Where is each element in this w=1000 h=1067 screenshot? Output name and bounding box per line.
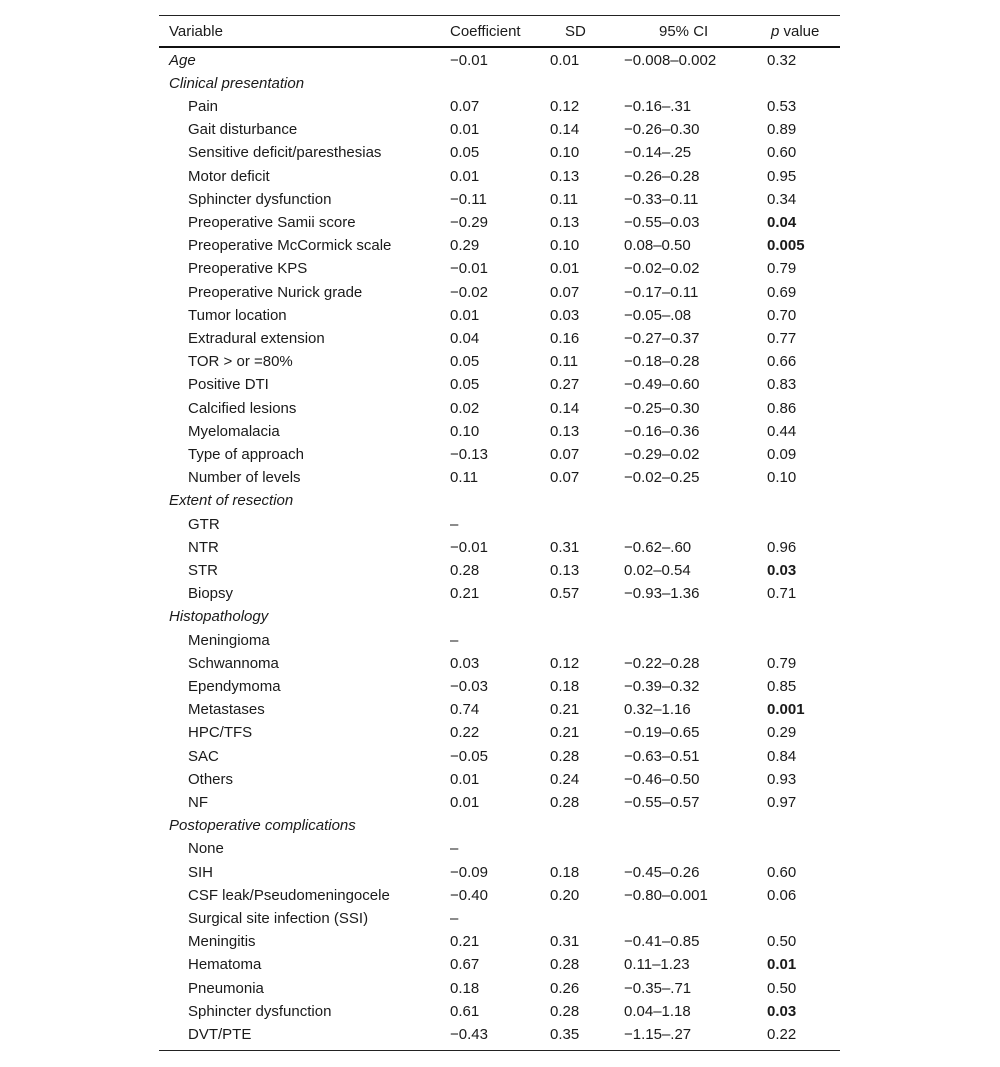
- header-p-italic: p: [771, 23, 780, 40]
- table-row: [159, 652, 840, 675]
- table-row: [159, 165, 840, 188]
- variable-label: Pneumonia: [188, 979, 264, 997]
- p-value-cell: 0.71: [767, 585, 797, 603]
- sd-cell: 0.57: [550, 585, 580, 603]
- sd-cell: 0.13: [550, 561, 580, 579]
- variable-label: Preoperative Samii score: [188, 213, 356, 231]
- ci-cell: −0.05–.08: [624, 306, 692, 324]
- p-value-cell: 0.50: [767, 979, 797, 997]
- ci-cell: −0.17–0.11: [624, 283, 699, 301]
- variable-label: CSF leak/Pseudomeningocele: [188, 886, 390, 904]
- sd-cell: 0.31: [550, 538, 580, 556]
- sd-cell: 0.07: [550, 469, 580, 487]
- section-label: Extent of resection: [169, 492, 294, 510]
- variable-label: SAC: [188, 747, 219, 765]
- coefficient-cell: 0.01: [450, 306, 480, 324]
- variable-label: Preoperative Nurick grade: [188, 283, 363, 301]
- variable-label: NTR: [188, 538, 219, 556]
- section-row: [159, 489, 840, 512]
- coefficient-cell: −0.01: [450, 260, 488, 278]
- variable-label: HPC/TFS: [188, 724, 253, 742]
- sd-cell: 0.13: [550, 422, 580, 440]
- coefficient-cell: −0.29: [450, 213, 488, 231]
- table-row: [159, 188, 840, 211]
- coefficient-cell: 0.21: [450, 933, 480, 951]
- coefficient-cell: –: [450, 631, 459, 649]
- coefficient-cell: 0.67: [450, 956, 480, 974]
- variable-label: DVT/PTE: [188, 1025, 252, 1043]
- variable-label: GTR: [188, 515, 220, 533]
- table-row: [159, 397, 840, 420]
- sd-cell: 0.21: [550, 701, 580, 719]
- ci-cell: −0.55–0.57: [624, 793, 700, 811]
- sd-cell: 0.07: [550, 283, 580, 301]
- variable-label: Surgical site infection (SSI): [188, 909, 369, 927]
- ci-cell: −0.29–0.02: [624, 445, 700, 463]
- section-row: [159, 605, 840, 628]
- table-row: [159, 953, 840, 976]
- table-row: [159, 327, 840, 350]
- table-row: [159, 930, 840, 953]
- coefficient-cell: −0.40: [450, 886, 488, 904]
- p-value-cell: 0.29: [767, 724, 797, 742]
- p-value-cell: 0.001: [767, 701, 805, 719]
- coefficient-cell: 0.01: [450, 167, 480, 185]
- table-row: [159, 1023, 840, 1046]
- p-value-cell: 0.005: [767, 237, 805, 255]
- p-value-cell: 0.09: [767, 445, 797, 463]
- sd-cell: 0.13: [550, 213, 580, 231]
- table-row: [159, 768, 840, 791]
- table-row: [159, 907, 840, 930]
- p-value-cell: 0.03: [767, 561, 797, 579]
- sd-cell: 0.12: [550, 97, 580, 115]
- sd-cell: 0.27: [550, 376, 580, 394]
- ci-cell: −0.26–0.30: [624, 121, 700, 139]
- coefficient-cell: 0.21: [450, 585, 480, 603]
- sd-cell: 0.26: [550, 979, 580, 997]
- table-row: [159, 257, 840, 280]
- coefficient-cell: −0.01: [450, 51, 488, 69]
- ci-cell: 0.04–1.18: [624, 1002, 691, 1020]
- section-row: [159, 814, 840, 837]
- table-row: [159, 95, 840, 118]
- p-value-cell: 0.89: [767, 121, 797, 139]
- table-row: [159, 1000, 840, 1023]
- table-row: [159, 118, 840, 141]
- p-value-cell: 0.03: [767, 1002, 797, 1020]
- sd-cell: 0.28: [550, 747, 580, 765]
- p-value-cell: 0.85: [767, 677, 797, 695]
- coefficient-cell: 0.05: [450, 353, 480, 371]
- variable-label: Myelomalacia: [188, 422, 280, 440]
- ci-cell: −0.41–0.85: [624, 933, 700, 951]
- sd-cell: 0.35: [550, 1025, 580, 1043]
- table-row: [159, 304, 840, 327]
- ci-cell: −0.46–0.50: [624, 770, 700, 788]
- ci-cell: 0.02–0.54: [624, 561, 691, 579]
- header-p-value: [771, 22, 819, 42]
- sd-cell: 0.28: [550, 1002, 580, 1020]
- p-value-cell: 0.95: [767, 167, 797, 185]
- coefficient-cell: 0.28: [450, 561, 480, 579]
- ci-cell: −0.45–0.26: [624, 863, 700, 881]
- table-row: [159, 861, 840, 884]
- header-variable: Variable: [169, 23, 223, 40]
- ci-cell: −0.33–0.11: [624, 190, 699, 208]
- table-row: [159, 675, 840, 698]
- p-value-cell: 0.77: [767, 329, 797, 347]
- ci-cell: −0.63–0.51: [624, 747, 700, 765]
- p-value-cell: 0.34: [767, 190, 797, 208]
- sd-cell: 0.16: [550, 329, 580, 347]
- coefficient-cell: −0.01: [450, 538, 488, 556]
- sd-cell: 0.28: [550, 956, 580, 974]
- variable-label: Ependymoma: [188, 677, 281, 695]
- sd-cell: 0.14: [550, 399, 580, 417]
- sd-cell: 0.12: [550, 654, 580, 672]
- ci-cell: −0.80–0.001: [624, 886, 708, 904]
- table-row: [159, 837, 840, 860]
- sd-cell: 0.10: [550, 144, 580, 162]
- table-row: [159, 559, 840, 582]
- sd-cell: 0.13: [550, 167, 580, 185]
- p-value-cell: 0.84: [767, 747, 797, 765]
- p-value-cell: 0.50: [767, 933, 797, 951]
- table-row: [159, 698, 840, 721]
- p-value-cell: 0.60: [767, 144, 797, 162]
- table-row: [159, 211, 840, 234]
- p-value-cell: 0.93: [767, 770, 797, 788]
- ci-cell: −0.39–0.32: [624, 677, 700, 695]
- variable-label: Schwannoma: [188, 654, 279, 672]
- coefficient-cell: −0.02: [450, 283, 488, 301]
- variable-label: Metastases: [188, 701, 265, 719]
- ci-cell: −0.25–0.30: [624, 399, 700, 417]
- coefficient-cell: 0.74: [450, 701, 480, 719]
- header-coefficient: Coefficient: [450, 23, 521, 40]
- table-row: [159, 745, 840, 768]
- variable-label: Extradural extension: [188, 329, 325, 347]
- variable-label: Motor deficit: [188, 167, 270, 185]
- coefficient-cell: 0.11: [450, 469, 479, 487]
- coefficient-cell: −0.11: [450, 190, 487, 208]
- table-bottom-rule: [159, 1050, 840, 1051]
- ci-cell: 0.08–0.50: [624, 237, 691, 255]
- sd-cell: 0.18: [550, 863, 580, 881]
- ci-cell: −0.55–0.03: [624, 213, 700, 231]
- p-value-cell: 0.79: [767, 260, 797, 278]
- ci-cell: −0.22–0.28: [624, 654, 700, 672]
- coefficient-cell: –: [450, 909, 459, 927]
- p-value-cell: 0.79: [767, 654, 797, 672]
- coefficient-cell: –: [450, 840, 459, 858]
- table-row: [159, 513, 840, 536]
- variable-label: Biopsy: [188, 585, 234, 603]
- header-sd: SD: [565, 23, 586, 40]
- header-p-rest: value: [779, 23, 820, 40]
- coefficient-cell: 0.10: [450, 422, 480, 440]
- sd-cell: 0.21: [550, 724, 580, 742]
- section-label: Postoperative complications: [169, 817, 356, 835]
- coefficient-cell: 0.01: [450, 770, 480, 788]
- p-value-cell: 0.32: [767, 51, 797, 69]
- table-row: [159, 141, 840, 164]
- sd-cell: 0.01: [550, 51, 580, 69]
- table-row: [159, 791, 840, 814]
- ci-cell: −0.19–0.65: [624, 724, 700, 742]
- ci-cell: −0.16–.31: [624, 97, 692, 115]
- table-row: [159, 536, 840, 559]
- variable-label: Preoperative KPS: [188, 260, 308, 278]
- coefficient-cell: 0.61: [450, 1002, 480, 1020]
- ci-cell: −0.93–1.36: [624, 585, 700, 603]
- header-ci: 95% CI: [659, 23, 709, 40]
- variable-label: Sphincter dysfunction: [188, 1002, 332, 1020]
- p-value-cell: 0.60: [767, 863, 797, 881]
- sd-cell: 0.14: [550, 121, 580, 139]
- p-value-cell: 0.01: [767, 956, 797, 974]
- p-value-cell: 0.44: [767, 422, 797, 440]
- table-row: [159, 884, 840, 907]
- variable-label: Others: [188, 770, 234, 788]
- variable-label: Gait disturbance: [188, 121, 298, 139]
- variable-label: Type of approach: [188, 445, 304, 463]
- ci-cell: −0.16–0.36: [624, 422, 700, 440]
- variable-label: TOR > or =80%: [188, 353, 293, 371]
- p-value-cell: 0.04: [767, 213, 797, 231]
- table-row: [159, 977, 840, 1000]
- coefficient-cell: 0.05: [450, 376, 480, 394]
- table-row: [159, 443, 840, 466]
- sd-cell: 0.03: [550, 306, 580, 324]
- variable-label: Positive DTI: [188, 376, 269, 394]
- variable-label: Hematoma: [188, 956, 262, 974]
- sd-cell: 0.31: [550, 933, 580, 951]
- coefficient-cell: 0.01: [450, 793, 480, 811]
- variable-label: STR: [188, 561, 218, 579]
- p-value-cell: 0.06: [767, 886, 797, 904]
- variable-label: Meningioma: [188, 631, 270, 649]
- coefficient-cell: 0.22: [450, 724, 480, 742]
- coefficient-cell: 0.29: [450, 237, 480, 255]
- sd-cell: 0.20: [550, 886, 580, 904]
- table-row: [159, 721, 840, 744]
- ci-cell: −1.15–.27: [624, 1025, 692, 1043]
- sd-cell: 0.10: [550, 237, 580, 255]
- section-row: [159, 49, 840, 72]
- ci-cell: −0.14–.25: [624, 144, 692, 162]
- ci-cell: −0.02–0.02: [624, 260, 700, 278]
- ci-cell: −0.008–0.002: [624, 51, 717, 69]
- coefficient-cell: −0.03: [450, 677, 488, 695]
- p-value-cell: 0.66: [767, 353, 797, 371]
- p-value-cell: 0.86: [767, 399, 797, 417]
- variable-label: Calcified lesions: [188, 399, 297, 417]
- coefficient-cell: 0.01: [450, 121, 480, 139]
- sd-cell: 0.18: [550, 677, 580, 695]
- coefficient-cell: –: [450, 515, 459, 533]
- section-label: Histopathology: [169, 608, 269, 626]
- variable-label: SIH: [188, 863, 214, 881]
- variable-label: Pain: [188, 97, 219, 115]
- table-row: [159, 350, 840, 373]
- variable-label: Meningitis: [188, 933, 256, 951]
- section-label: Age: [169, 51, 196, 69]
- sd-cell: 0.28: [550, 793, 580, 811]
- coefficient-cell: 0.04: [450, 329, 480, 347]
- coefficient-cell: 0.07: [450, 97, 480, 115]
- table-row: [159, 466, 840, 489]
- section-row: [159, 72, 840, 95]
- coefficient-cell: 0.05: [450, 144, 480, 162]
- p-value-cell: 0.10: [767, 469, 797, 487]
- coefficient-cell: −0.43: [450, 1025, 488, 1043]
- table-row: [159, 373, 840, 396]
- variable-label: Number of levels: [188, 469, 301, 487]
- ci-cell: 0.32–1.16: [624, 701, 691, 719]
- sd-cell: 0.01: [550, 260, 580, 278]
- p-value-cell: 0.83: [767, 376, 797, 394]
- table-top-rule: [159, 15, 840, 16]
- p-value-cell: 0.53: [767, 97, 797, 115]
- coefficient-cell: −0.13: [450, 445, 488, 463]
- ci-cell: −0.27–0.37: [624, 329, 700, 347]
- coefficient-cell: 0.18: [450, 979, 480, 997]
- variable-label: NF: [188, 793, 208, 811]
- sd-cell: 0.07: [550, 445, 580, 463]
- variable-label: None: [188, 840, 224, 858]
- sd-cell: 0.11: [550, 190, 579, 208]
- p-value-cell: 0.97: [767, 793, 797, 811]
- ci-cell: −0.62–.60: [624, 538, 692, 556]
- variable-label: Preoperative McCormick scale: [188, 237, 392, 255]
- sd-cell: 0.24: [550, 770, 580, 788]
- table-row: [159, 281, 840, 304]
- ci-cell: 0.11–1.23: [624, 956, 690, 974]
- sd-cell: 0.11: [550, 353, 579, 371]
- table-row: [159, 582, 840, 605]
- table-row: [159, 420, 840, 443]
- ci-cell: −0.35–.71: [624, 979, 692, 997]
- table-row: [159, 234, 840, 257]
- p-value-cell: 0.96: [767, 538, 797, 556]
- ci-cell: −0.26–0.28: [624, 167, 700, 185]
- p-value-cell: 0.69: [767, 283, 797, 301]
- coefficient-cell: 0.03: [450, 654, 480, 672]
- variable-label: Sensitive deficit/paresthesias: [188, 144, 382, 162]
- ci-cell: −0.02–0.25: [624, 469, 700, 487]
- coefficient-cell: −0.09: [450, 863, 488, 881]
- variable-label: Tumor location: [188, 306, 287, 324]
- table-row: [159, 629, 840, 652]
- ci-cell: −0.18–0.28: [624, 353, 700, 371]
- p-value-cell: 0.70: [767, 306, 797, 324]
- variable-label: Sphincter dysfunction: [188, 190, 332, 208]
- coefficient-cell: −0.05: [450, 747, 488, 765]
- coefficient-cell: 0.02: [450, 399, 480, 417]
- ci-cell: −0.49–0.60: [624, 376, 700, 394]
- section-label: Clinical presentation: [169, 74, 305, 92]
- p-value-cell: 0.22: [767, 1025, 797, 1043]
